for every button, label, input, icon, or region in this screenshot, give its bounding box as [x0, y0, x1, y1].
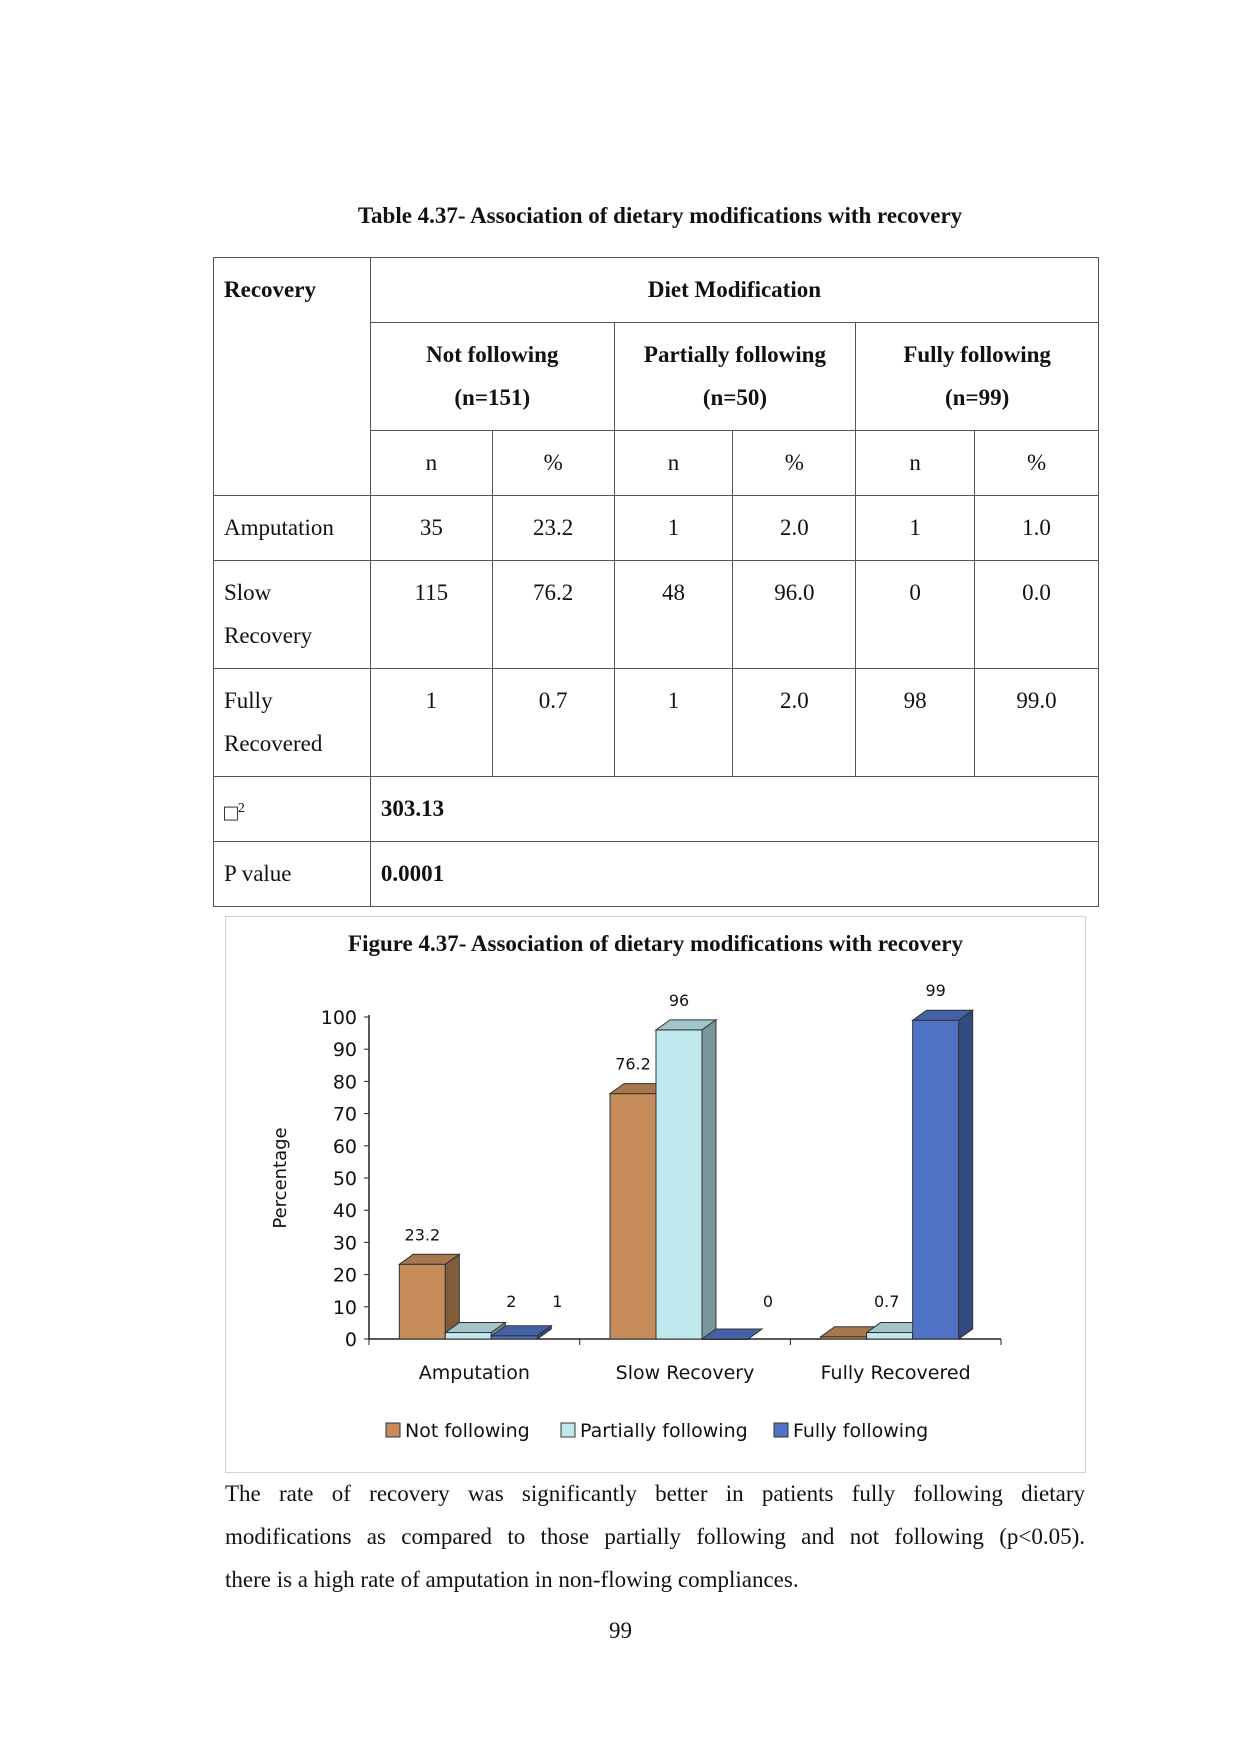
x-tick-label: Fully Recovered	[820, 1362, 971, 1384]
chi-square-row	[214, 777, 1099, 842]
legend-swatch	[561, 1423, 575, 1437]
y-tick-label: 0	[344, 1329, 357, 1351]
bar	[867, 1333, 913, 1339]
y-tick-label: 10	[332, 1296, 357, 1319]
x-tick-label: Amputation	[418, 1362, 530, 1384]
column-header: Not following (n=151)	[370, 323, 614, 431]
table-cell: 115	[370, 561, 492, 669]
bar	[656, 1030, 702, 1339]
table-cell: 1.0	[975, 496, 1099, 561]
y-tick-label: 80	[332, 1071, 357, 1094]
data-label: 1	[552, 1292, 563, 1311]
y-tick-label: 70	[332, 1103, 357, 1126]
table-cell: 35	[370, 496, 492, 561]
bar	[610, 1094, 656, 1339]
table-cell: 1	[370, 669, 492, 777]
page-number: 99	[609, 1618, 632, 1643]
group-header-cell: Diet Modification	[370, 258, 1098, 323]
table-row	[214, 669, 1099, 777]
body-paragraph	[225, 1472, 1085, 1601]
bar	[913, 1020, 959, 1339]
column-header: Partially following (n=50)	[614, 323, 856, 431]
y-tick-label: 100	[320, 1007, 357, 1029]
paragraph-line: modifications as compared to those partially following and not following (p<0.05).	[225, 1524, 1085, 1549]
bar-side	[959, 1010, 973, 1339]
data-label: 99	[925, 981, 946, 1001]
table-cell: 0.7	[492, 669, 614, 777]
table-cell: 0.0	[975, 561, 1099, 669]
y-tick-label: 50	[332, 1168, 357, 1190]
subheader-cell: n	[614, 431, 733, 496]
row-label: Slow Recovery	[214, 561, 371, 669]
data-label: 0.7	[873, 1292, 900, 1311]
paragraph-line: The rate of recovery was significantly better in patients fully following dietary	[225, 1481, 1085, 1506]
data-label: 76.2	[615, 1054, 651, 1074]
figure-caption: Figure 4.37- Association of dietary modifications with recovery	[348, 931, 963, 956]
table-cell: 99.0	[975, 669, 1099, 777]
subheader-cell: %	[733, 431, 856, 496]
row-label: Fully Recovered	[214, 669, 371, 777]
y-tick-label: 40	[332, 1200, 357, 1223]
p-value-value: 0.0001	[370, 842, 1098, 907]
legend-label: Fully following	[793, 1420, 929, 1442]
table-cell: 2.0	[733, 669, 856, 777]
y-axis-title: Percentage	[270, 1127, 291, 1229]
table-cell: 2.0	[733, 496, 856, 561]
bar	[445, 1333, 491, 1339]
data-label: 0	[762, 1292, 774, 1311]
chi-square-value: 303.13	[370, 777, 1098, 842]
table-row	[214, 561, 1099, 669]
legend-label: Partially following	[580, 1420, 748, 1442]
table-cell: 1	[856, 496, 975, 561]
table-cell: 1	[614, 669, 733, 777]
bar-chart	[226, 917, 1085, 1472]
association-table	[213, 257, 1099, 907]
chi-square-label: □$^2$	[214, 777, 371, 842]
table-cell: 1	[614, 496, 733, 561]
y-tick-label: 20	[332, 1264, 357, 1287]
paragraph-line: there is a high rate of amputation in non-flowing compliances.	[225, 1567, 799, 1592]
data-label: 96	[668, 990, 690, 1010]
y-tick-label: 90	[332, 1039, 357, 1062]
legend-swatch	[774, 1423, 788, 1437]
y-tick-label: 60	[332, 1135, 357, 1158]
subheader-cell: %	[492, 431, 614, 496]
data-label: 2	[506, 1292, 517, 1311]
subheader-cell: %	[975, 431, 1099, 496]
table-caption: Table 4.37- Association of dietary modifications with recovery	[357, 203, 963, 228]
table-cell: 0	[856, 561, 975, 669]
column-header: Fully following (n=99)	[856, 323, 1099, 431]
legend-swatch	[386, 1423, 400, 1437]
bar-side	[702, 1020, 716, 1339]
p-value-label: P value	[214, 842, 371, 907]
row-header-cell: Recovery	[214, 258, 371, 496]
subheader-cell: n	[370, 431, 492, 496]
data-label: 23.2	[404, 1225, 441, 1245]
table-row	[214, 496, 1099, 561]
legend-label: Not following	[405, 1420, 530, 1442]
table-cell: 96.0	[733, 561, 856, 669]
x-tick-label: Slow Recovery	[615, 1362, 755, 1384]
row-label: Amputation	[214, 496, 371, 561]
table-cell: 23.2	[492, 496, 614, 561]
subheader-cell: n	[856, 431, 975, 496]
table-cell: 76.2	[492, 561, 614, 669]
p-value-row	[214, 842, 1099, 907]
figure-box	[225, 916, 1086, 1473]
bar	[399, 1264, 445, 1339]
table-cell: 98	[856, 669, 975, 777]
table-cell: 48	[614, 561, 733, 669]
y-tick-label: 30	[332, 1232, 357, 1255]
